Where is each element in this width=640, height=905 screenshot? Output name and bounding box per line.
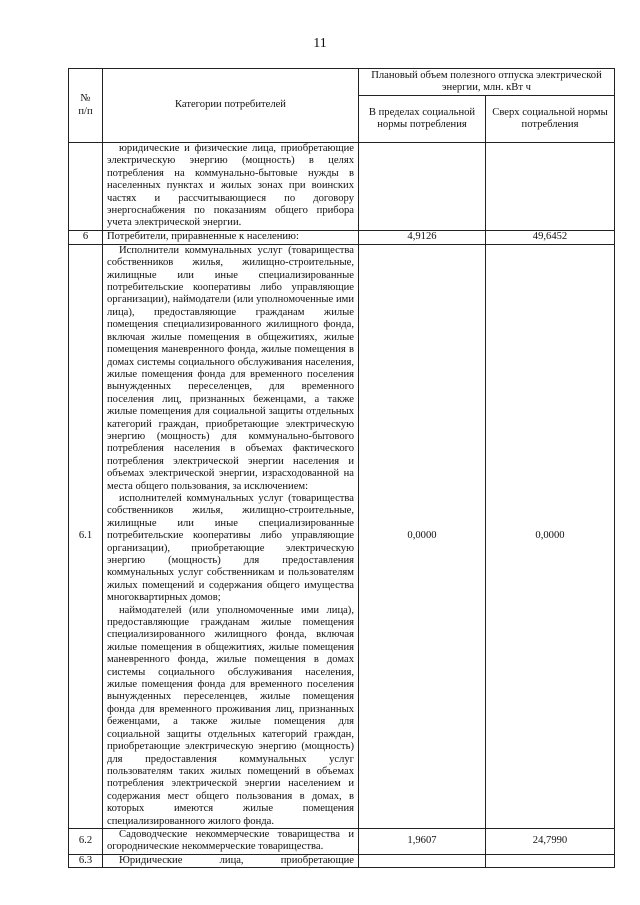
category-paragraph: юридические и физические лица, приобретающие электрическую энергию (мощность) в целях потребления на коммунально-бытовые нужды в населенных пунктах и жилых зонах при воинских частях и рассчитывающиеся по договору энергоснабжения по показаниям общего прибора учета электрической энергии. <box>107 143 354 229</box>
row-num: 6 <box>69 230 103 244</box>
table-row <box>69 828 615 854</box>
consumption-table <box>68 68 615 868</box>
category-paragraph: Исполнители коммунальных услуг (товарищества собственников жилья, жилищно-строительные, жилищные или иные специализированные потребительские кооперативы либо управляющие организации), наймодатели (или уполномоченные ими лица), предоставляющие гражданам жилые помещения специализированного жилищного фонда, включая жилые помещения в общежитиях, жилые помещения маневренного фонда, жилые помещения в домах системы социального обслуживания населения, жилые помещения фонда для временного поселения вынужденных переселенцев, для временного поселения лиц, признанных беженцами, а также жилые помещения для социальной защиты отдельных категорий граждан, приобретающие электрическую энергию (мощность) для коммунально-бытового потребления населения в объемах фактического потребления электрической энергии населения и объемах электрической энергии, израсходованной на места общего пользования, за исключением: <box>107 244 354 492</box>
row-category <box>103 143 359 231</box>
category-paragraph: Садоводческие некоммерческие товарищества и огороднические некоммерческие товарищества. <box>107 828 354 853</box>
row-category <box>103 230 359 244</box>
header-within-norm: В пределах социальной нормы потребления <box>359 96 486 143</box>
row-above-value <box>486 143 615 231</box>
row-above-value <box>486 854 615 867</box>
row-category <box>103 828 359 854</box>
category-paragraph: Юридические лица, приобретающие <box>119 854 354 866</box>
table-row <box>69 143 615 231</box>
row-num <box>69 143 103 231</box>
row-within-value: 1,9607 <box>359 828 486 854</box>
header-above-norm: Сверх социальной нормы потребления <box>486 96 615 143</box>
category-paragraph: Потребители, приравненные к населению: <box>107 230 299 242</box>
row-within-value: 0,0000 <box>359 244 486 828</box>
category-paragraph: исполнителей коммунальных услуг (товарищества собственников жилья, жилищно-строительные, жилищные или иные специализированные потребительские кооперативы либо управляющие организации), приобретающие электрическую энергию (мощность) для предоставления коммунальных услуг собственникам и пользователям жилых помещений и содержания общего имущества многоквартирных домов; <box>107 492 354 604</box>
row-num: 6.2 <box>69 828 103 854</box>
row-num: 6.3 <box>69 854 103 867</box>
header-category: Категории потребителей <box>103 69 359 143</box>
row-category <box>103 854 359 867</box>
row-within-value <box>359 854 486 867</box>
row-within-value: 4,9126 <box>359 230 486 244</box>
table-row <box>69 230 615 244</box>
row-num: 6.1 <box>69 244 103 828</box>
header-plan-volume: Плановый объем полезного отпуска электрической энергии, млн. кВт ч <box>359 69 615 96</box>
row-within-value <box>359 143 486 231</box>
row-above-value: 24,7990 <box>486 828 615 854</box>
row-above-value: 0,0000 <box>486 244 615 828</box>
row-above-value: 49,6452 <box>486 230 615 244</box>
table-row <box>69 854 615 867</box>
header-num: № п/п <box>69 69 103 143</box>
table-header-row-1 <box>69 69 615 96</box>
page-number: 11 <box>313 36 327 51</box>
table-row <box>69 244 615 828</box>
category-paragraph: наймодателей (или уполномоченные ими лица), предоставляющие гражданам жилые помещения специализированного жилищного фонда, включая жилые помещения в общежитиях, жилые помещения маневренного фонда, жилые помещения в домах системы социального обслуживания населения, жилые помещения фонда для временного поселения вынужденных переселенцев, жилые помещения фонда для временного проживания лиц, признанных беженцами, а также жилые помещения для социальной защиты отдельных категорий граждан, приобретающие электрическую энергию (мощность) для предоставления коммунальных услуг пользователям таких жилых помещений в объемах потребления электрической энергии населением и содержания мест общего пользования в домах, в которых имеются жилые помещения специализированного жилого фонда. <box>107 604 354 827</box>
row-category <box>103 244 359 828</box>
